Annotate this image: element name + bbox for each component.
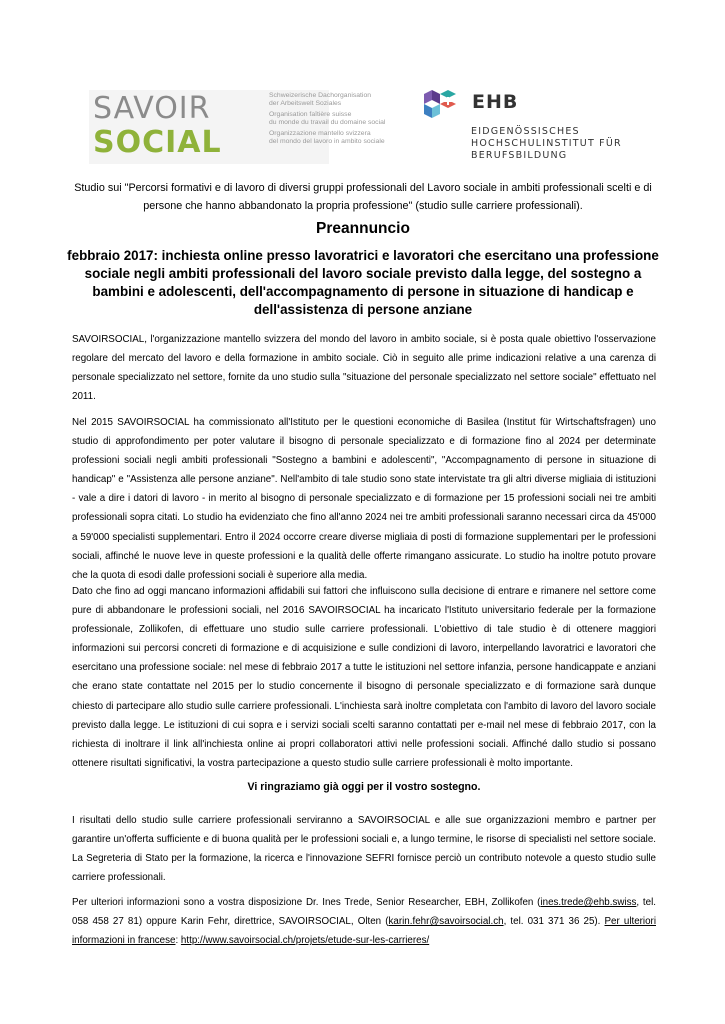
ehb-sub-line: HOCHSCHULINSTITUT FÜR — [471, 138, 622, 149]
contact-text: , tel. 058 458 27 81) oppure Karin Fehr, direttrice, SAVOIRSOCIAL, Olten ( — [72, 897, 656, 928]
ehb-sub-line: BERUFSBILDUNG — [471, 150, 568, 161]
org-line: du monde du travail du domaine social — [269, 119, 386, 126]
savoir-word: SAVOIR — [93, 91, 211, 126]
ehb-sub-line: EIDGENÖSSISCHES — [471, 126, 580, 137]
contact-paragraph — [72, 893, 656, 950]
header-logos — [73, 84, 650, 164]
contact-text: , tel. 031 371 36 25). — [503, 916, 605, 928]
paragraph-2: Nel 2015 SAVOIRSOCIAL ha commissionato all'Istituto per le questioni economiche di Basilea (Institut für Wirtschaftsfragen) uno studio di approfondimento per poter valutare il bisogno di personale specializzato e di formazione fino al 2024 per determinate professioni sociali negli ambiti professionali "Sostegno a bambini e adolescenti", "Accompagnamento di persone in situazione di handicap" e "Assistenza alle persone anziane". Nell'ambito di tale studio sono state intervistate tra gli altri diverse migliaia di istituzioni - vale a dire i datori di lavoro - in merito al bisogno di personale specializzato e di formazione per 15 professioni sociali nei tre ambiti professionali sopra citati. Lo studio ha evidenziato che fino all'anno 2024 nei tre ambiti professionali saranno necessari circa da 45'000 a 59'000 specialisti supplementari. Entro il 2024 occorre creare diverse migliaia di posti di formazione supplementari per le professioni sociali, affinché le nuove leve in queste professioni e la qualità delle offerte rimangano assicurate. Lo studio ha inoltre potuto provare che la quota di esodi dalle professioni sociali è superiore alla media. — [72, 417, 656, 581]
ehb-cube-icon — [422, 88, 458, 120]
thanks-line: Vi ringraziamo già oggi per il vostro sostegno. — [247, 781, 481, 793]
email-link-trede[interactable]: ines.trede@ehb.swiss — [540, 897, 637, 908]
contact-text: : — [175, 935, 181, 947]
org-line: Organisation faîtière suisse — [269, 111, 352, 118]
social-word: SOCIAL — [93, 125, 222, 160]
org-line: del mondo del lavoro in ambito sociale — [269, 138, 385, 145]
org-line: der Arbeitswelt Soziales — [269, 100, 342, 107]
page-subtitle: febbraio 2017: inchiesta online presso lavoratrici e lavoratori che esercitano una professione sociale negli ambiti professionali del lavoro sociale previsto dalla legge, del sostegno a bambini e adolescenti, dell'accompagnamento di persone in situazione di handicap e dell'assistenza di persone anziane — [67, 248, 659, 317]
ehb-title: EHB — [472, 91, 519, 113]
ehb-subtitle — [471, 126, 622, 162]
email-link-fehr[interactable]: karin.fehr@savoirsocial.ch — [388, 916, 504, 928]
org-line: Schweizerische Dachorganisation — [269, 92, 372, 99]
org-line: Organizzazione mantello svizzera — [269, 130, 371, 137]
organisation-names — [269, 92, 419, 146]
page-title: Preannuncio — [316, 220, 410, 237]
website-url-link[interactable]: http://www.savoirsocial.ch/projets/etude-sur-les-carrieres/ — [180, 935, 430, 947]
french-info-link[interactable]: Per ulteriori informazioni in francese — [72, 916, 656, 947]
paragraph-1: SAVOIRSOCIAL, l'organizzazione mantello svizzera del mondo del lavoro in ambito sociale, si è posta quale obiettivo l'osservazione regolare del mercato del lavoro e della formazione in ambito sociale. Ciò in seguito alle prime indicazioni relative a una carenza di personale specializzato nel settore, fornite da uno studio sulla "situazione del personale specializzato nel settore sociale" effettuato nel 2011. — [72, 334, 656, 403]
contact-text: Per ulteriori informazioni sono a vostra disposizione Dr. Ines Trede, Senior Researcher, EBH, Zollikofen ( — [72, 897, 541, 908]
study-intro: Studio sui "Percorsi formativi e di lavoro di diversi gruppi professionali del Lavoro sociale in ambiti professionali scelti e di persone che hanno abbandonato la propria professione" (studio sulle carriere professionali). — [74, 182, 652, 212]
paragraph-4: I risultati dello studio sulle carriere professionali serviranno a SAVOIRSOCIAL e alle sue organizzazioni membro e partner per garantire un'offerta sufficiente e di buona qualità per le professioni sociali e, a lungo termine, le risorse di specialisti nel settore sociale. La Segreteria di Stato per la formazione, la ricerca e l'innovazione SEFRI fornisce perciò un contributo notevole a questo studio sulle carriere professionali. — [72, 815, 656, 884]
paragraph-3: Dato che fino ad oggi mancano informazioni affidabili sui fattori che influiscono sulla decisione di entrare e rimanere nel settore come pure di abbandonare le professioni sociali, nel 2016 SAVOIRSOCIAL ha incaricato l'Istituto universitario federale per la formazione professionale, Zollikofen, di effettuare uno studio sulle carriere professionali. L'obiettivo di tale studio è di ottenere maggiori informazioni sui percorsi concreti di formazione e di acquisizione e sulle condizioni di lavoro, interpellando lavoratrici e lavoratori che esercitano una professione sociale: nel mese di febbraio 2017 a tutte le istituzioni nel settore infanzia, persone handicappate e anziani che erano state contattate nel 2015 per lo studio concernente il bisogno di personale specializzato e di formazione sarà dunque chiesto di partecipare allo studio sulle carriere professionali. L'inchiesta sarà inoltre completata con l'ambito di lavoro del lavoro sociale previsto dalla legge. Le istituzioni di cui sopra e i servizi sociali scelti saranno contattati per e-mail nel mese di febbraio 2017, con la richiesta di inoltrare il link all'inchiesta online ai propri collaboratori attivi nelle professioni sociali. Affinché dallo studio si possano ottenere risultati significativi, la vostra partecipazione a questo studio sulle carriere professionali è molto importante. — [72, 586, 656, 769]
